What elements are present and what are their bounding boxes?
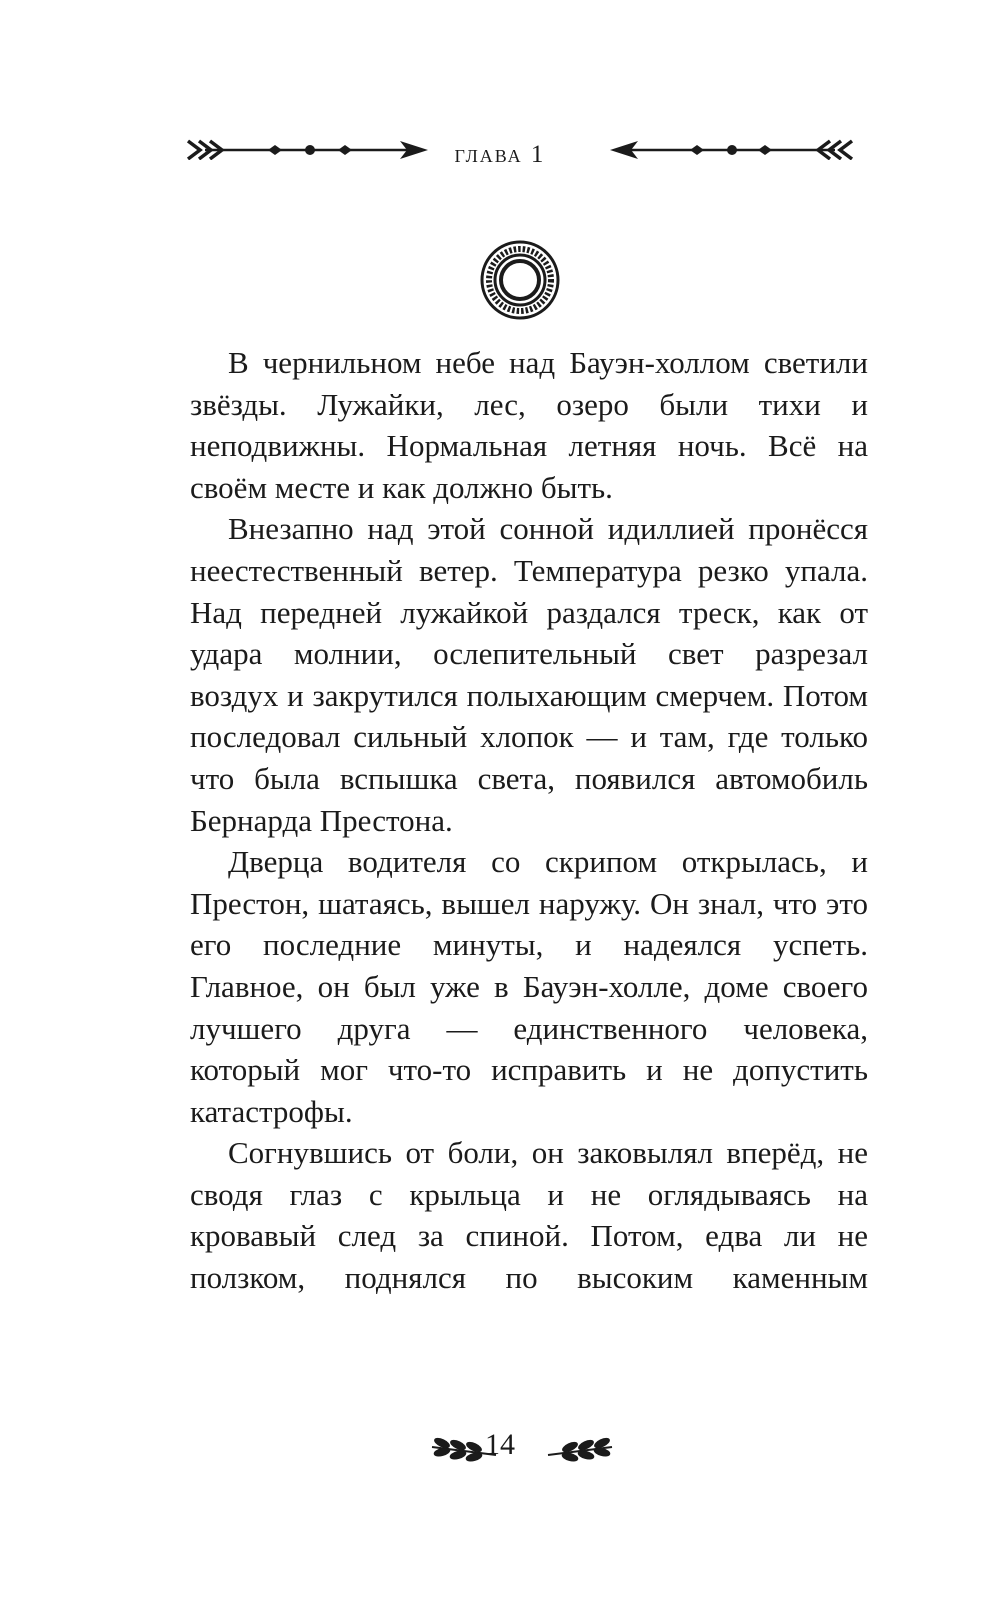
paragraph-1: В чернильном небе над Бауэн-холлом светили звёзды. Лужайки, лес, озеро были тихи и неподвижны. Нормальная летняя ночь. Всё на своём месте и как должно быть. [190,345,868,505]
paragraph-3: Дверца водителя со скрипом открылась, и Престон, шатаясь, вышел наружу. Он знал, что это его последние минуты, и надеялся успеть. Главное, он был уже в Бауэн-холле, доме своего лучшего друга — единственного человека, который мог что-то исправить и не допустить катастрофы. [190,844,868,1129]
page-number: 14 [485,1428,515,1461]
paragraph-4: Согнувшись от боли, он заковылял вперёд, не сводя глаз с крыльца и не оглядываясь на кровавый след за спиной. Потом, едва ли не ползком, поднялся по высоким каменным [190,1135,868,1296]
arrow-ornament-icon [0,0,1000,160]
ornamental-ring-icon [478,238,562,322]
chapter-title: глава 1 [454,141,546,168]
chapter-header [0,0,1000,168]
chapter-body [190,342,868,1299]
page-footer [0,1428,1000,1488]
paragraph-2: Внезапно над этой сонной идиллией пронёсся неестественный ветер. Температура резко упала. Над передней лужайкой раздался треск, как от удара молнии, ослепительный свет разрезал воздух и закрутился полыхающим смерчем. Потом последовал сильный хлопок — и там, где только что была вспышка света, появился автомобиль Бернарда Престона. [190,511,868,838]
